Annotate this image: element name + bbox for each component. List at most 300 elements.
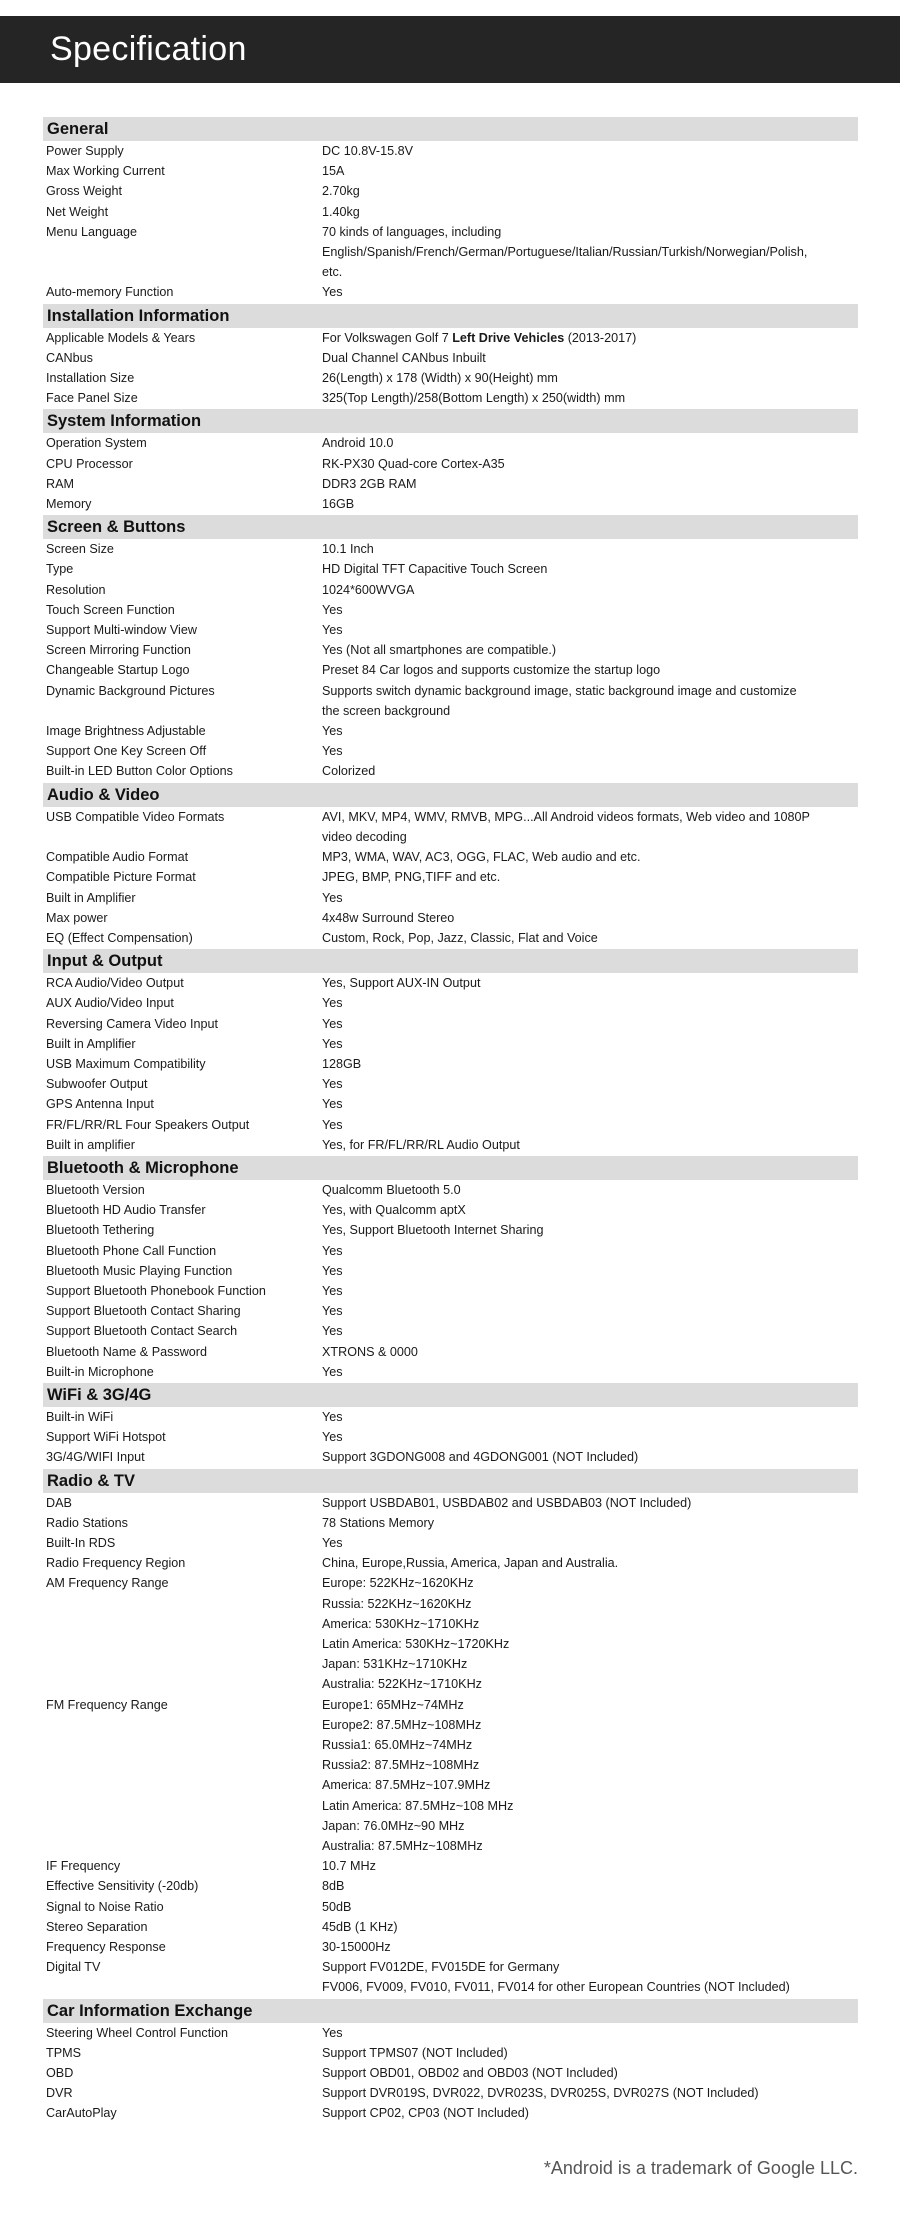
spec-row — [43, 908, 858, 928]
spec-label: Compatible Picture Format — [46, 870, 196, 885]
spec-row — [43, 847, 858, 867]
spec-row — [43, 348, 858, 368]
spec-value-line: 50dB — [322, 1899, 352, 1914]
spec-label: Image Brightness Adjustable — [46, 724, 206, 739]
spec-value-text: (2013-2017) — [564, 330, 637, 345]
spec-row — [43, 1427, 858, 1447]
spec-value-line: Colorized — [322, 764, 376, 779]
spec-label: Power Supply — [46, 144, 124, 158]
spec-value — [322, 368, 858, 388]
spec-row — [43, 1220, 858, 1240]
spec-value — [322, 1180, 858, 1200]
spec-row — [43, 1533, 858, 1553]
spec-value-line: Yes — [322, 996, 343, 1011]
spec-label: Menu Language — [46, 224, 138, 239]
spec-value — [322, 202, 858, 222]
specification-table — [43, 116, 858, 2124]
spec-value — [322, 761, 858, 781]
spec-value-line: HD Digital TFT Capacitive Touch Screen — [322, 562, 548, 577]
spec-row — [43, 1937, 858, 1957]
trademark-footnote: *Android is a trademark of Google LLC. — [543, 2158, 858, 2178]
spec-value — [322, 181, 858, 201]
spec-value-line: DDR3 2GB RAM — [322, 476, 417, 491]
spec-label: Compatible Audio Format — [46, 850, 189, 865]
spec-value — [322, 847, 858, 867]
spec-label: Built in Amplifier — [46, 1036, 136, 1051]
spec-value — [322, 1447, 858, 1467]
spec-row — [43, 1856, 858, 1876]
spec-label: Built-in Microphone — [46, 1364, 154, 1379]
spec-label: Bluetooth Tethering — [46, 1223, 155, 1238]
spec-value-line: 10.7 MHz — [322, 1859, 376, 1874]
spec-label: Touch Screen Function — [46, 602, 175, 617]
spec-value — [322, 681, 858, 721]
spec-row — [43, 993, 858, 1013]
spec-value — [322, 454, 858, 474]
spec-value-line: Latin America: 530KHz~1720KHz — [322, 1637, 510, 1651]
spec-value-line: Yes — [322, 1304, 343, 1319]
spec-row — [43, 1573, 858, 1694]
spec-value — [322, 908, 858, 928]
spec-value — [322, 1261, 858, 1281]
spec-value — [322, 2043, 858, 2063]
spec-label: 3G/4G/WIFI Input — [46, 1450, 145, 1465]
spec-value — [322, 1342, 858, 1362]
spec-value — [322, 1301, 858, 1321]
spec-row — [43, 2083, 858, 2103]
spec-label: CANbus — [46, 350, 93, 365]
spec-label: RAM — [46, 476, 74, 491]
spec-label: Digital TV — [46, 1960, 101, 1975]
spec-label: Auto-memory Function — [46, 285, 174, 300]
spec-row — [43, 559, 858, 579]
spec-value — [322, 1553, 858, 1573]
spec-label: Operation System — [46, 436, 147, 451]
spec-value-line: Yes — [322, 1016, 343, 1031]
spec-row — [43, 600, 858, 620]
spec-value — [322, 2023, 858, 2043]
spec-value-line: 1024*600WVGA — [322, 582, 415, 597]
spec-value-line: Support DVR019S, DVR022, DVR023S, DVR025S, DVR027S (NOT Included) — [322, 2086, 759, 2101]
spec-label: GPS Antenna Input — [46, 1097, 154, 1112]
spec-value — [322, 973, 858, 993]
spec-row — [43, 1115, 858, 1135]
spec-value-line: Preset 84 Car logos and supports customize the startup logo — [322, 663, 661, 678]
spec-label: Gross Weight — [46, 184, 123, 199]
spec-value-line: Yes — [322, 602, 343, 617]
spec-row — [43, 2043, 858, 2063]
spec-value — [322, 888, 858, 908]
spec-label: Bluetooth Name & Password — [46, 1344, 208, 1359]
spec-value-line: JPEG, BMP, PNG,TIFF and etc. — [322, 870, 501, 885]
spec-value — [322, 1115, 858, 1135]
spec-value — [322, 1014, 858, 1034]
spec-value-line: video decoding — [322, 829, 407, 844]
spec-value — [322, 1513, 858, 1533]
spec-row — [43, 2023, 858, 2043]
spec-label: Signal to Noise Ratio — [46, 1899, 164, 1914]
spec-value — [322, 2063, 858, 2083]
spec-row — [43, 368, 858, 388]
section-header: Radio & TV — [43, 1469, 858, 1493]
spec-value-line: Yes (Not all smartphones are compatible.) — [322, 643, 557, 658]
section-header: System Information — [43, 409, 858, 433]
spec-row — [43, 620, 858, 640]
spec-value — [322, 1054, 858, 1074]
spec-row — [43, 328, 858, 348]
spec-label: FR/FL/RR/RL Four Speakers Output — [46, 1117, 250, 1132]
spec-value — [322, 928, 858, 948]
spec-row — [43, 1054, 858, 1074]
spec-value-line: Support OBD01, OBD02 and OBD03 (NOT Included) — [322, 2066, 618, 2081]
spec-value — [322, 1493, 858, 1513]
spec-value-line: Japan: 531KHz~1710KHz — [322, 1657, 468, 1672]
section-header: Screen & Buttons — [43, 515, 858, 539]
spec-row — [43, 1957, 858, 1997]
spec-value — [322, 282, 858, 302]
spec-value-line: Yes, for FR/FL/RR/RL Audio Output — [322, 1137, 520, 1152]
spec-value-line: Yes, Support Bluetooth Internet Sharing — [322, 1223, 544, 1238]
spec-row — [43, 660, 858, 680]
spec-row — [43, 1695, 858, 1857]
spec-value-line: Russia1: 65.0MHz~74MHz — [322, 1738, 473, 1753]
spec-row — [43, 973, 858, 993]
spec-row — [43, 1094, 858, 1114]
spec-value — [322, 222, 858, 283]
spec-value-line: Support CP02, CP03 (NOT Included) — [322, 2106, 529, 2121]
spec-label: Resolution — [46, 582, 106, 597]
spec-row — [43, 1897, 858, 1917]
spec-label: CPU Processor — [46, 456, 133, 471]
section-header: Input & Output — [43, 949, 858, 973]
spec-value-line: Yes, Support AUX-IN Output — [322, 976, 481, 991]
spec-row — [43, 1917, 858, 1937]
spec-label: Max Working Current — [46, 164, 165, 179]
page-header — [0, 16, 900, 83]
spec-value — [322, 807, 858, 847]
spec-value-line: the screen background — [322, 703, 451, 718]
spec-label: Face Panel Size — [46, 391, 138, 406]
spec-value-line: 26(Length) x 178 (Width) x 90(Height) mm — [322, 371, 558, 386]
spec-value-line: America: 530KHz~1710KHz — [322, 1616, 480, 1631]
spec-value — [322, 474, 858, 494]
spec-value — [322, 1876, 858, 1896]
spec-value — [322, 640, 858, 660]
spec-value — [322, 161, 858, 181]
spec-row — [43, 494, 858, 514]
spec-label: USB Maximum Compatibility — [46, 1056, 206, 1071]
spec-value-line: Yes — [322, 1535, 343, 1550]
spec-label: Support Bluetooth Contact Sharing — [46, 1304, 241, 1319]
spec-value-line: Custom, Rock, Pop, Jazz, Classic, Flat and Voice — [322, 930, 598, 945]
spec-label: AUX Audio/Video Input — [46, 996, 174, 1011]
section-header: Audio & Video — [43, 783, 858, 807]
spec-value-line: China, Europe,Russia, America, Japan and Australia. — [322, 1556, 619, 1571]
spec-row — [43, 1261, 858, 1281]
spec-value — [322, 1897, 858, 1917]
spec-row — [43, 2063, 858, 2083]
spec-row — [43, 433, 858, 453]
spec-row — [43, 580, 858, 600]
spec-row — [43, 888, 858, 908]
spec-label: Memory — [46, 497, 92, 512]
spec-label: DVR — [46, 2086, 73, 2101]
spec-label: OBD — [46, 2066, 74, 2081]
spec-value — [322, 1321, 858, 1341]
spec-row — [43, 161, 858, 181]
spec-label: Screen Mirroring Function — [46, 643, 191, 658]
spec-value-line: Australia: 87.5MHz~108MHz — [322, 1839, 483, 1854]
spec-value-line: English/Spanish/French/German/Portuguese/Italian/Russian/Turkish/Norwegian/Polish, — [322, 245, 808, 260]
spec-value-line: Yes — [322, 1364, 343, 1379]
spec-value — [322, 1074, 858, 1094]
spec-value — [322, 580, 858, 600]
spec-row — [43, 1200, 858, 1220]
section-header: General — [43, 117, 858, 141]
spec-label: Reversing Camera Video Input — [46, 1016, 218, 1031]
section-header: Bluetooth & Microphone — [43, 1156, 858, 1180]
spec-label: FM Frequency Range — [46, 1697, 168, 1712]
spec-value — [322, 348, 858, 368]
spec-row — [43, 1074, 858, 1094]
spec-label: Built-in LED Button Color Options — [46, 764, 233, 779]
spec-value-line: 78 Stations Memory — [322, 1515, 434, 1530]
spec-label: Stereo Separation — [46, 1919, 148, 1934]
spec-value-line: Europe2: 87.5MHz~108MHz — [322, 1717, 482, 1732]
spec-label: RCA Audio/Video Output — [46, 976, 184, 991]
spec-value-line: Support FV012DE, FV015DE for Germany — [322, 1960, 560, 1975]
spec-label: DAB — [46, 1495, 72, 1510]
spec-row — [43, 282, 858, 302]
spec-label: Built in Amplifier — [46, 890, 136, 905]
spec-row — [43, 539, 858, 559]
spec-value — [322, 1573, 858, 1694]
spec-value — [322, 867, 858, 887]
spec-value — [322, 2103, 858, 2123]
spec-row — [43, 721, 858, 741]
spec-value-line: 2.70kg — [322, 184, 360, 199]
spec-value — [322, 1937, 858, 1957]
spec-value — [322, 721, 858, 741]
spec-row — [43, 1876, 858, 1896]
spec-value-line: RK-PX30 Quad-core Cortex-A35 — [322, 456, 505, 471]
spec-label: Applicable Models & Years — [46, 330, 196, 345]
spec-label: Bluetooth Phone Call Function — [46, 1243, 217, 1258]
spec-value-line: Yes — [322, 2025, 343, 2040]
spec-row — [43, 741, 858, 761]
spec-value-line: 1.40kg — [322, 204, 360, 219]
spec-value — [322, 433, 858, 453]
spec-value-line: Japan: 76.0MHz~90 MHz — [322, 1818, 465, 1833]
spec-value-line: DC 10.8V-15.8V — [322, 144, 414, 158]
spec-label: Steering Wheel Control Function — [46, 2025, 229, 2040]
spec-value-line: 30-15000Hz — [322, 1940, 391, 1955]
spec-row — [43, 1321, 858, 1341]
spec-row — [43, 1553, 858, 1573]
spec-row — [43, 454, 858, 474]
spec-value-line: Russia: 522KHz~1620KHz — [322, 1596, 472, 1611]
spec-value-line: Yes — [322, 1283, 343, 1298]
spec-row — [43, 388, 858, 408]
spec-value — [322, 328, 858, 348]
spec-value — [322, 559, 858, 579]
spec-value-line: Support USBDAB01, USBDAB02 and USBDAB03 (NOT Included) — [322, 1495, 692, 1510]
spec-row — [43, 181, 858, 201]
spec-row — [43, 1014, 858, 1034]
spec-row — [43, 1407, 858, 1427]
spec-label: Dynamic Background Pictures — [46, 683, 215, 698]
spec-label: Support Bluetooth Phonebook Function — [46, 1283, 266, 1298]
spec-row — [43, 1513, 858, 1533]
spec-value — [322, 1856, 858, 1876]
spec-label: Radio Stations — [46, 1515, 128, 1530]
spec-row — [43, 141, 858, 161]
spec-value-line: Yes — [322, 1243, 343, 1258]
spec-label: Support Bluetooth Contact Search — [46, 1324, 238, 1339]
spec-row — [43, 928, 858, 948]
spec-label: EQ (Effect Compensation) — [46, 930, 193, 945]
spec-value-emphasis: Left Drive Vehicles — [452, 330, 565, 345]
spec-value — [322, 1220, 858, 1240]
spec-label: Max power — [46, 910, 108, 925]
page-title: Specification — [50, 30, 247, 68]
spec-row — [43, 1034, 858, 1054]
spec-value-line: 70 kinds of languages, including — [322, 224, 502, 239]
spec-label: Built-In RDS — [46, 1535, 116, 1550]
spec-value — [322, 1034, 858, 1054]
spec-value-line: Supports switch dynamic background image, static background image and customize — [322, 683, 797, 698]
spec-value-line: Yes — [322, 1409, 343, 1424]
spec-label: USB Compatible Video Formats — [46, 809, 225, 824]
spec-label: IF Frequency — [46, 1859, 121, 1874]
spec-value — [322, 1427, 858, 1447]
spec-value-line: 45dB (1 KHz) — [322, 1919, 398, 1934]
spec-value-line: Latin America: 87.5MHz~108 MHz — [322, 1798, 514, 1813]
spec-row — [43, 1342, 858, 1362]
spec-row — [43, 807, 858, 847]
spec-value-line: Support TPMS07 (NOT Included) — [322, 2045, 508, 2060]
spec-label: Type — [46, 562, 74, 577]
spec-value-line: Yes — [322, 1077, 343, 1092]
spec-value-line: Yes — [322, 744, 343, 759]
spec-value — [322, 1957, 858, 1997]
spec-label: Bluetooth Version — [46, 1182, 145, 1197]
spec-value-line: FV006, FV009, FV010, FV011, FV014 for other European Countries (NOT Included) — [322, 1980, 790, 1995]
spec-value-line: 325(Top Length)/258(Bottom Length) x 250(width) mm — [322, 391, 626, 406]
spec-value-line: Europe1: 65MHz~74MHz — [322, 1697, 464, 1712]
spec-value-line: Yes — [322, 1263, 343, 1278]
spec-value — [322, 141, 858, 161]
spec-value — [322, 741, 858, 761]
spec-label: Built-in WiFi — [46, 1409, 114, 1424]
spec-label: Effective Sensitivity (-20db) — [46, 1879, 199, 1894]
spec-value-line: Qualcomm Bluetooth 5.0 — [322, 1182, 461, 1197]
spec-value-line: MP3, WMA, WAV, AC3, OGG, FLAC, Web audio and etc. — [322, 850, 641, 865]
spec-value-line: XTRONS & 0000 — [322, 1344, 418, 1359]
spec-label: Changeable Startup Logo — [46, 663, 190, 678]
spec-row — [43, 1135, 858, 1155]
spec-value — [322, 993, 858, 1013]
spec-row — [43, 640, 858, 660]
spec-value-line: 4x48w Surround Stereo — [322, 910, 455, 925]
spec-value — [322, 620, 858, 640]
spec-row — [43, 202, 858, 222]
spec-value — [322, 600, 858, 620]
spec-value — [322, 539, 858, 559]
spec-row — [43, 1447, 858, 1467]
spec-value-line: Australia: 522KHz~1710KHz — [322, 1677, 482, 1692]
spec-value — [322, 1094, 858, 1114]
spec-value — [322, 2083, 858, 2103]
spec-row — [43, 1180, 858, 1200]
spec-row — [43, 681, 858, 721]
section-header: WiFi & 3G/4G — [43, 1383, 858, 1407]
spec-value-line: Russia2: 87.5MHz~108MHz — [322, 1758, 480, 1773]
spec-row — [43, 1362, 858, 1382]
spec-label: Support WiFi Hotspot — [46, 1430, 166, 1445]
section-header: Car Information Exchange — [43, 1999, 858, 2023]
spec-row — [43, 474, 858, 494]
spec-value-line: 128GB — [322, 1056, 362, 1071]
spec-row — [43, 1493, 858, 1513]
spec-row — [43, 761, 858, 781]
spec-value — [322, 1362, 858, 1382]
spec-value-line: 16GB — [322, 497, 355, 512]
spec-row — [43, 1301, 858, 1321]
spec-label: Net Weight — [46, 204, 109, 219]
spec-value — [322, 1695, 858, 1857]
spec-value-line: Yes — [322, 1097, 343, 1112]
spec-value-line: Android 10.0 — [322, 436, 394, 451]
spec-value — [322, 660, 858, 680]
spec-value — [322, 1533, 858, 1553]
spec-value-line: Yes — [322, 890, 343, 905]
spec-value-line: Dual Channel CANbus Inbuilt — [322, 350, 486, 365]
spec-row — [43, 867, 858, 887]
spec-value-line: etc. — [322, 265, 343, 280]
spec-value — [322, 1917, 858, 1937]
spec-label: TPMS — [46, 2045, 81, 2060]
spec-label: Subwoofer Output — [46, 1077, 148, 1092]
spec-value-line: Europe: 522KHz~1620KHz — [322, 1576, 474, 1591]
spec-label: Support Multi-window View — [46, 623, 197, 638]
spec-value-line: Yes — [322, 1430, 343, 1445]
spec-value — [322, 1200, 858, 1220]
spec-label: Radio Frequency Region — [46, 1556, 186, 1571]
spec-value — [322, 1241, 858, 1261]
spec-label: Support One Key Screen Off — [46, 744, 207, 759]
spec-label: AM Frequency Range — [46, 1576, 169, 1591]
spec-value — [322, 1135, 858, 1155]
spec-value-line: Yes — [322, 724, 343, 739]
section-header: Installation Information — [43, 304, 858, 328]
spec-value-line: Yes — [322, 285, 343, 300]
spec-label: Bluetooth Music Playing Function — [46, 1263, 233, 1278]
spec-label: CarAutoPlay — [46, 2106, 117, 2121]
spec-value — [322, 1281, 858, 1301]
spec-value-line: 10.1 Inch — [322, 542, 374, 557]
spec-value-line: Yes — [322, 1324, 343, 1339]
spec-value-line: Yes — [322, 1036, 343, 1051]
spec-value — [322, 388, 858, 408]
spec-value-line: Yes — [322, 1117, 343, 1132]
spec-label: Installation Size — [46, 371, 135, 386]
spec-label: Built in amplifier — [46, 1137, 135, 1152]
spec-row — [43, 2103, 858, 2123]
spec-value-line: Yes, with Qualcomm aptX — [322, 1203, 466, 1218]
spec-row — [43, 1241, 858, 1261]
spec-value-line: America: 87.5MHz~107.9MHz — [322, 1778, 491, 1793]
